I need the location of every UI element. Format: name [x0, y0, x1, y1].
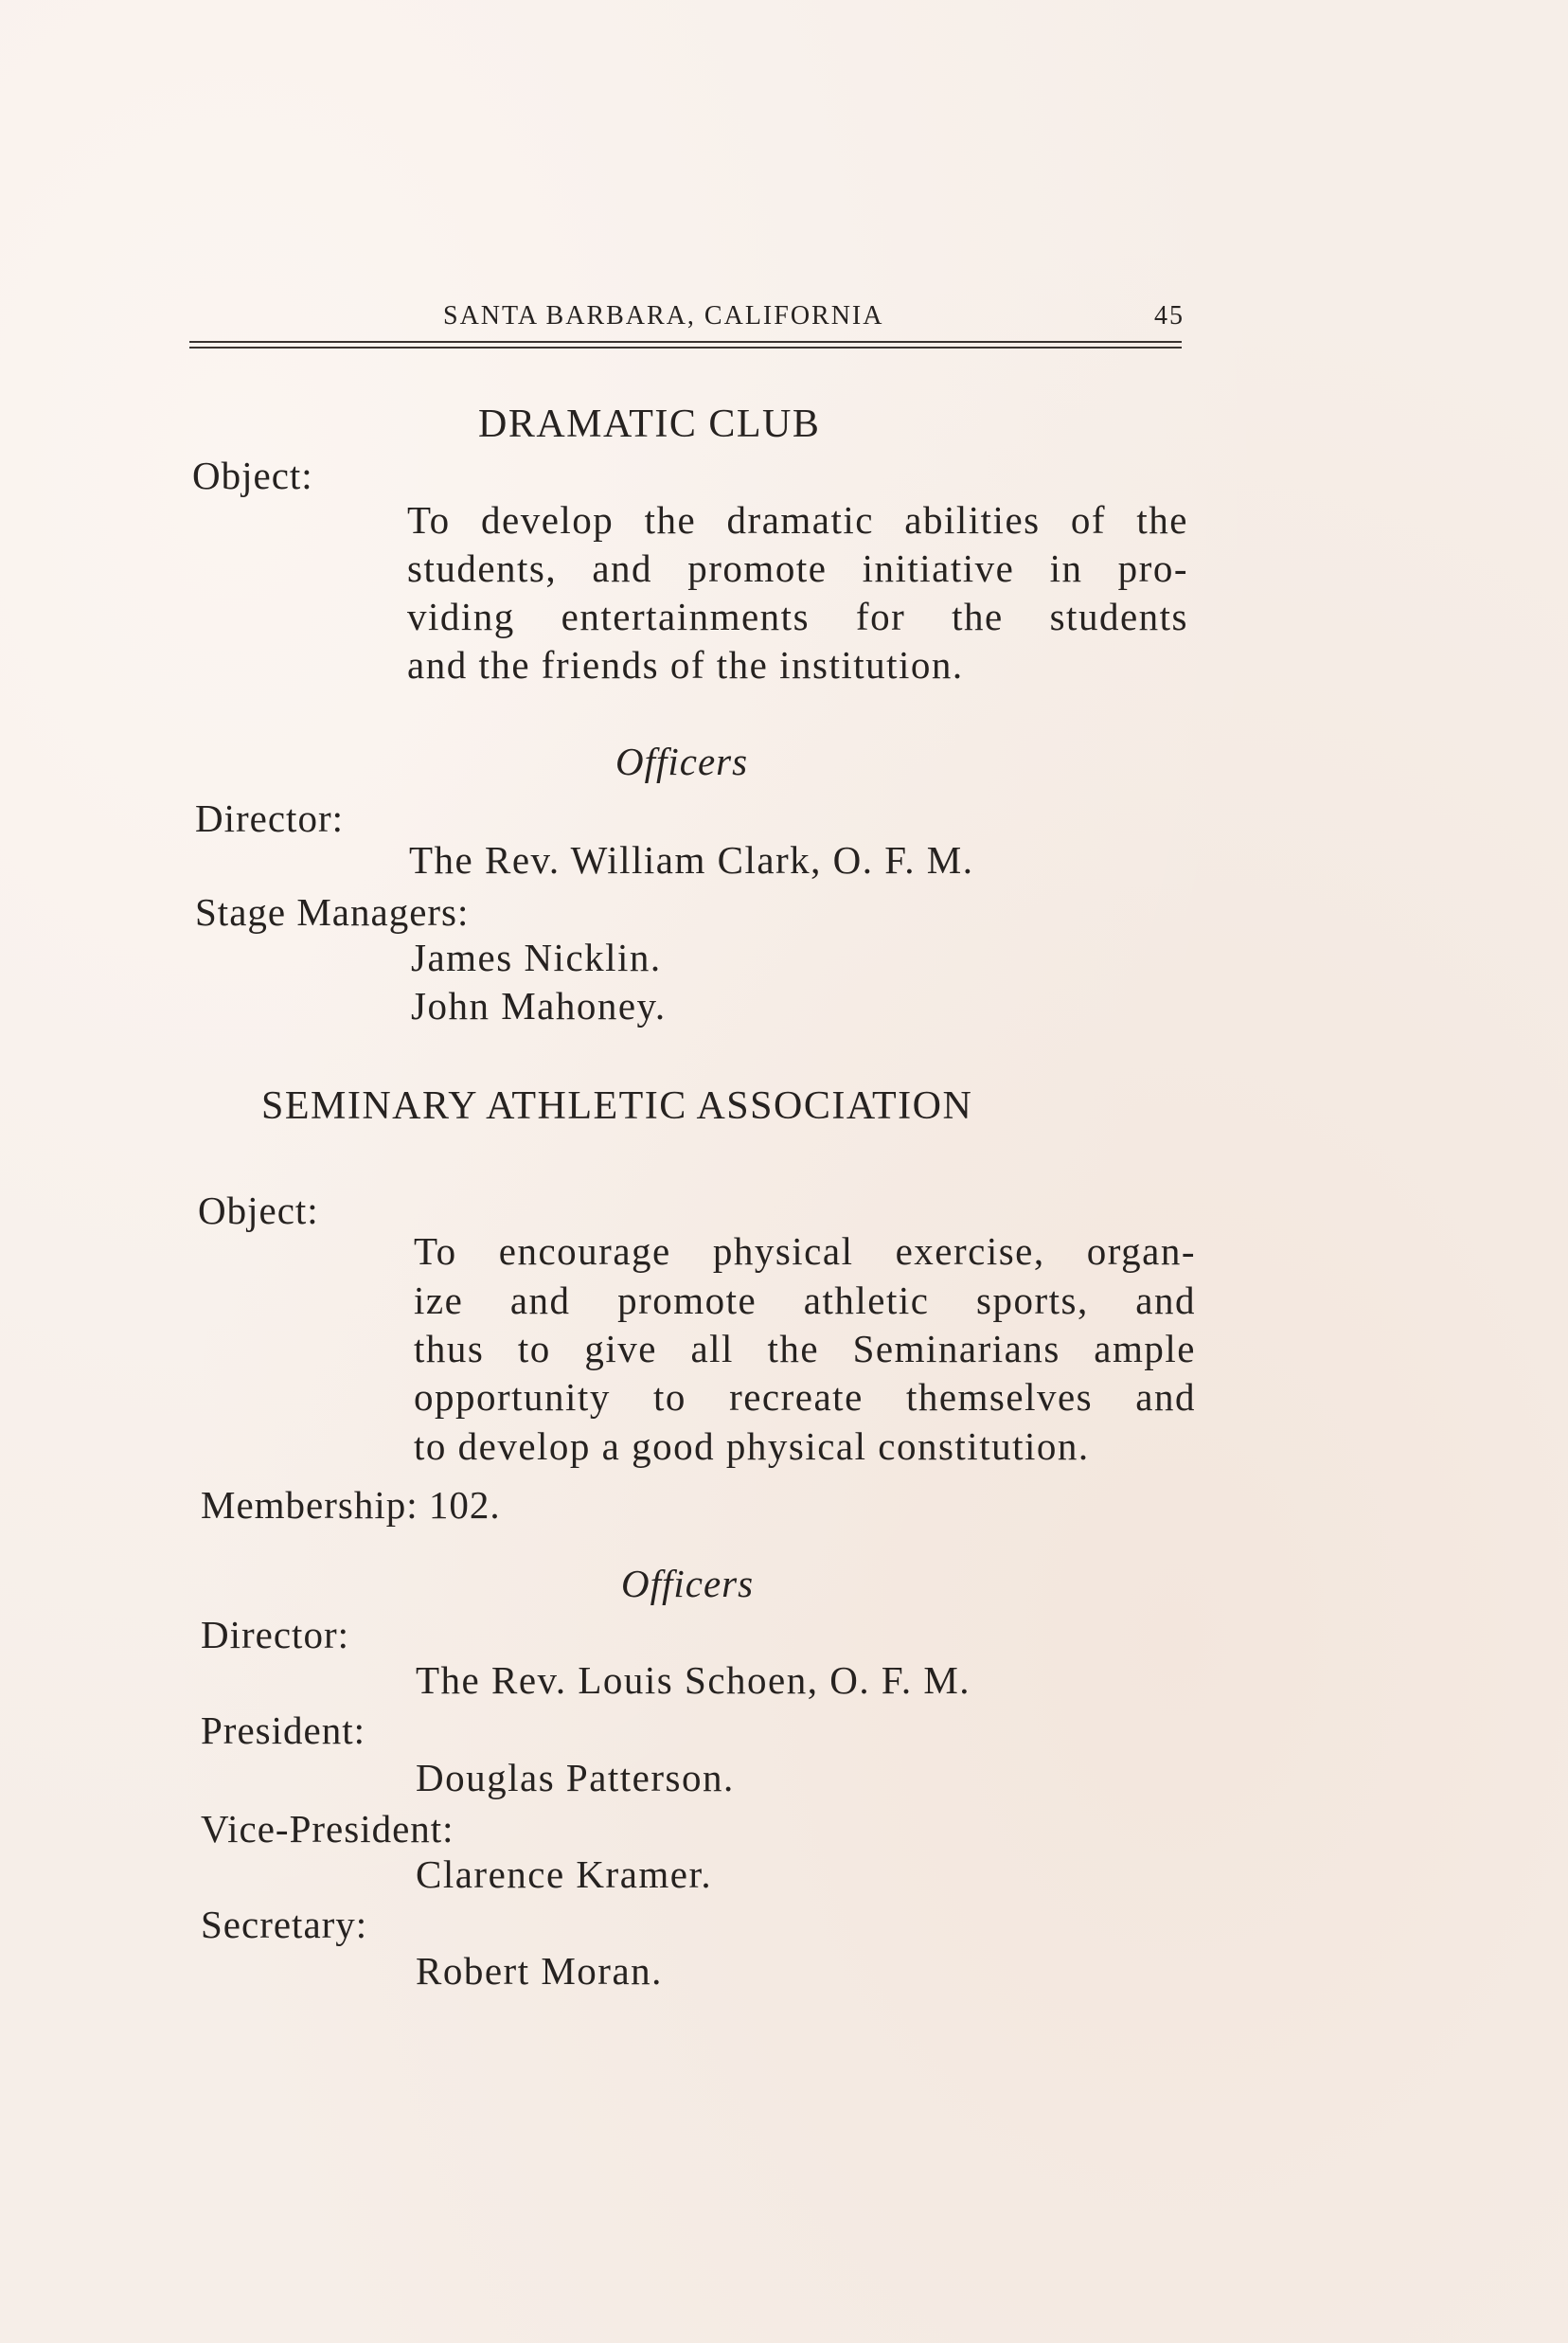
dramatic-club-stage-manager: James Nicklin. — [411, 936, 662, 979]
athletic-association-president-label: President: — [201, 1708, 365, 1752]
athletic-association-object-line: thus to give all the Seminarians ample — [414, 1327, 1196, 1370]
athletic-association-vice-president-label: Vice-President: — [201, 1807, 454, 1851]
athletic-association-director-label: Director: — [201, 1613, 349, 1656]
running-title: SANTA BARBARA, CALIFORNIA — [443, 301, 884, 331]
dramatic-club-object-label: Object: — [192, 454, 313, 497]
dramatic-club-title: DRAMATIC CLUB — [478, 402, 821, 446]
athletic-association-director-name: The Rev. Louis Schoen, O. F. M. — [416, 1658, 971, 1702]
athletic-association-membership: Membership: 102. — [201, 1483, 501, 1527]
header-rule-top — [189, 341, 1182, 343]
header-rule-bottom — [189, 347, 1182, 349]
athletic-association-secretary-name: Robert Moran. — [416, 1949, 663, 1993]
athletic-association-object-line: To encourage physical exercise, organ- — [414, 1229, 1196, 1273]
athletic-association-object-label: Object: — [198, 1189, 319, 1232]
athletic-association-vice-president-name: Clarence Kramer. — [416, 1852, 713, 1896]
dramatic-club-object-line: To develop the dramatic abilities of the — [407, 498, 1188, 542]
athletic-association-president-name: Douglas Patterson. — [416, 1756, 735, 1799]
athletic-association-officers-heading: Officers — [621, 1562, 755, 1605]
dramatic-club-officers-heading: Officers — [615, 740, 749, 783]
athletic-association-secretary-label: Secretary: — [201, 1903, 368, 1946]
dramatic-club-stage-manager: John Mahoney. — [411, 984, 667, 1028]
athletic-association-object-line: to develop a good physical constitution. — [414, 1424, 1090, 1468]
dramatic-club-director-name: The Rev. William Clark, O. F. M. — [409, 838, 974, 882]
athletic-association-object-line: opportunity to recreate themselves and — [414, 1375, 1196, 1419]
dramatic-club-object-line: viding entertainments for the students — [407, 595, 1188, 638]
dramatic-club-director-label: Director: — [195, 796, 344, 840]
dramatic-club-stage-managers-label: Stage Managers: — [195, 890, 470, 934]
athletic-association-title: SEMINARY ATHLETIC ASSOCIATION — [261, 1084, 973, 1128]
page-number: 45 — [1154, 301, 1185, 331]
athletic-association-object-line: ize and promote athletic sports, and — [414, 1279, 1196, 1322]
dramatic-club-object-line: students, and promote initiative in pro- — [407, 546, 1188, 590]
dramatic-club-object-line: and the friends of the institution. — [407, 643, 964, 687]
